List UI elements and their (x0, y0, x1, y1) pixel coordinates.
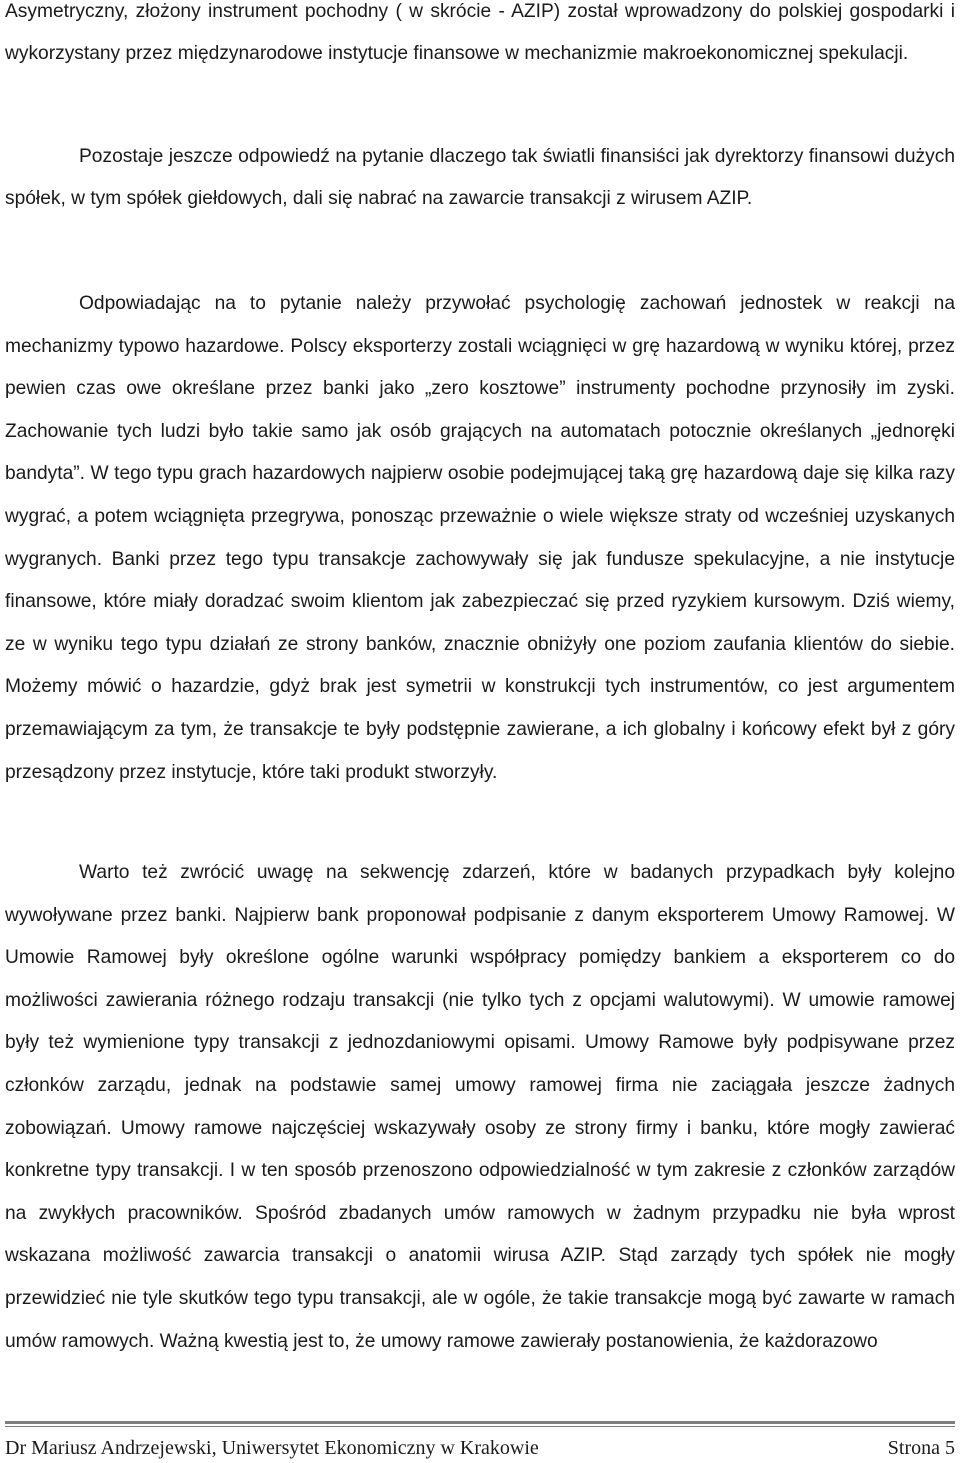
footer-divider (5, 1421, 955, 1427)
paragraph-1: Asymetryczny, złożony instrument pochodny ( w skrócie - AZIP) został wprowadzony do polskiej gospodarki i wykorzystany przez międzynarodowe instytucje finansowe w mechanizmie makroekonomicznej spekulacji. (5, 1, 955, 64)
page-footer (5, 1433, 955, 1463)
footer-author: Dr Mariusz Andrzejewski, Uniwersytet Ekonomiczny w Krakowie (5, 1437, 539, 1459)
paragraph-4: Warto też zwrócić uwagę na sekwencję zdarzeń, które w badanych przypadkach były kolejno wywoływane przez banki. Najpierw bank proponował podpisanie z danym eksporterem Umowy Ramowej. W Umowie Ramowej były określone ogólne warunki współpracy pomiędzy bankiem a eksporterem co do możliwości zawierania różnego rodzaju transakcji (nie tylko tych z opcjami walutowymi). W umowie ramowej były też wymienione typy transakcji z jednozdaniowymi opisami. Umowy Ramowe były podpisywane przez członków zarządu, jednak na podstawie samej umowy ramowej firma nie zaciągała jeszcze żadnych zobowiązań. Umowy ramowe najczęściej wskazywały osoby ze strony firmy i banku, które mogły zawierać konkretne typy transakcji. I w ten sposób przenoszono odpowiedzialność w tym zakresie z członków zarządów na zwykłych pracowników. Spośród zbadanych umów ramowych w żadnym przypadku nie była wprost wskazana możliwość zawarcia transakcji o anatomii wirusa AZIP. Stąd zarządy tych spółek nie mogły przewidzieć nie tyle skutków tego typu transakcji, ale w ogóle, że takie transakcje mogą być zawarte w ramach umów ramowych. Ważną kwestią jest to, że umowy ramowe zawierały postanowienia, że każdorazowo (5, 862, 955, 1352)
footer-page-number: Strona 5 (887, 1437, 955, 1459)
paragraph-3: Odpowiadając na to pytanie należy przywołać psychologię zachowań jednostek w reakcji na mechanizmy typowo hazardowe. Polscy eksporterzy zostali wciągnięci w grę hazardową w wyniku której, przez pewien czas owe określane przez banki jako „zero kosztowe” instrumenty pochodne przynosiły im zyski. Zachowanie tych ludzi było takie samo jak osób grających na automatach potocznie określanych „jednoręki bandyta”. W tego typu grach hazardowych najpierw osobie podejmującej taką grę hazardową daje się kilka razy wygrać, a potem wciągnięta przegrywa, ponosząc przeważnie o wiele większe straty od wcześniej uzyskanych wygranych. Banki przez tego typu transakcje zachowywały się jak fundusze spekulacyjne, a nie instytucje finansowe, które miały doradzać swoim klientom jak zabezpieczać się przed ryzykiem kursowym. Dziś wiemy, ze w wyniku tego typu działań ze strony banków, znacznie obniżyły one poziom zaufania klientów do siebie. Możemy mówić o hazardzie, gdyż brak jest symetrii w konstrukcji tych instrumentów, co jest argumentem przemawiającym za tym, że transakcje te były podstępnie zawierane, a ich globalny i końcowy efekt był z góry przesądzony przez instytucje, które taki produkt stworzyły. (5, 293, 955, 783)
paragraph-2: Pozostaje jeszcze odpowiedź na pytanie dlaczego tak światli finansiści jak dyrektorzy finansowi dużych spółek, w tym spółek giełdowych, dali się nabrać na zawarcie transakcji z wirusem AZIP. (5, 146, 955, 209)
